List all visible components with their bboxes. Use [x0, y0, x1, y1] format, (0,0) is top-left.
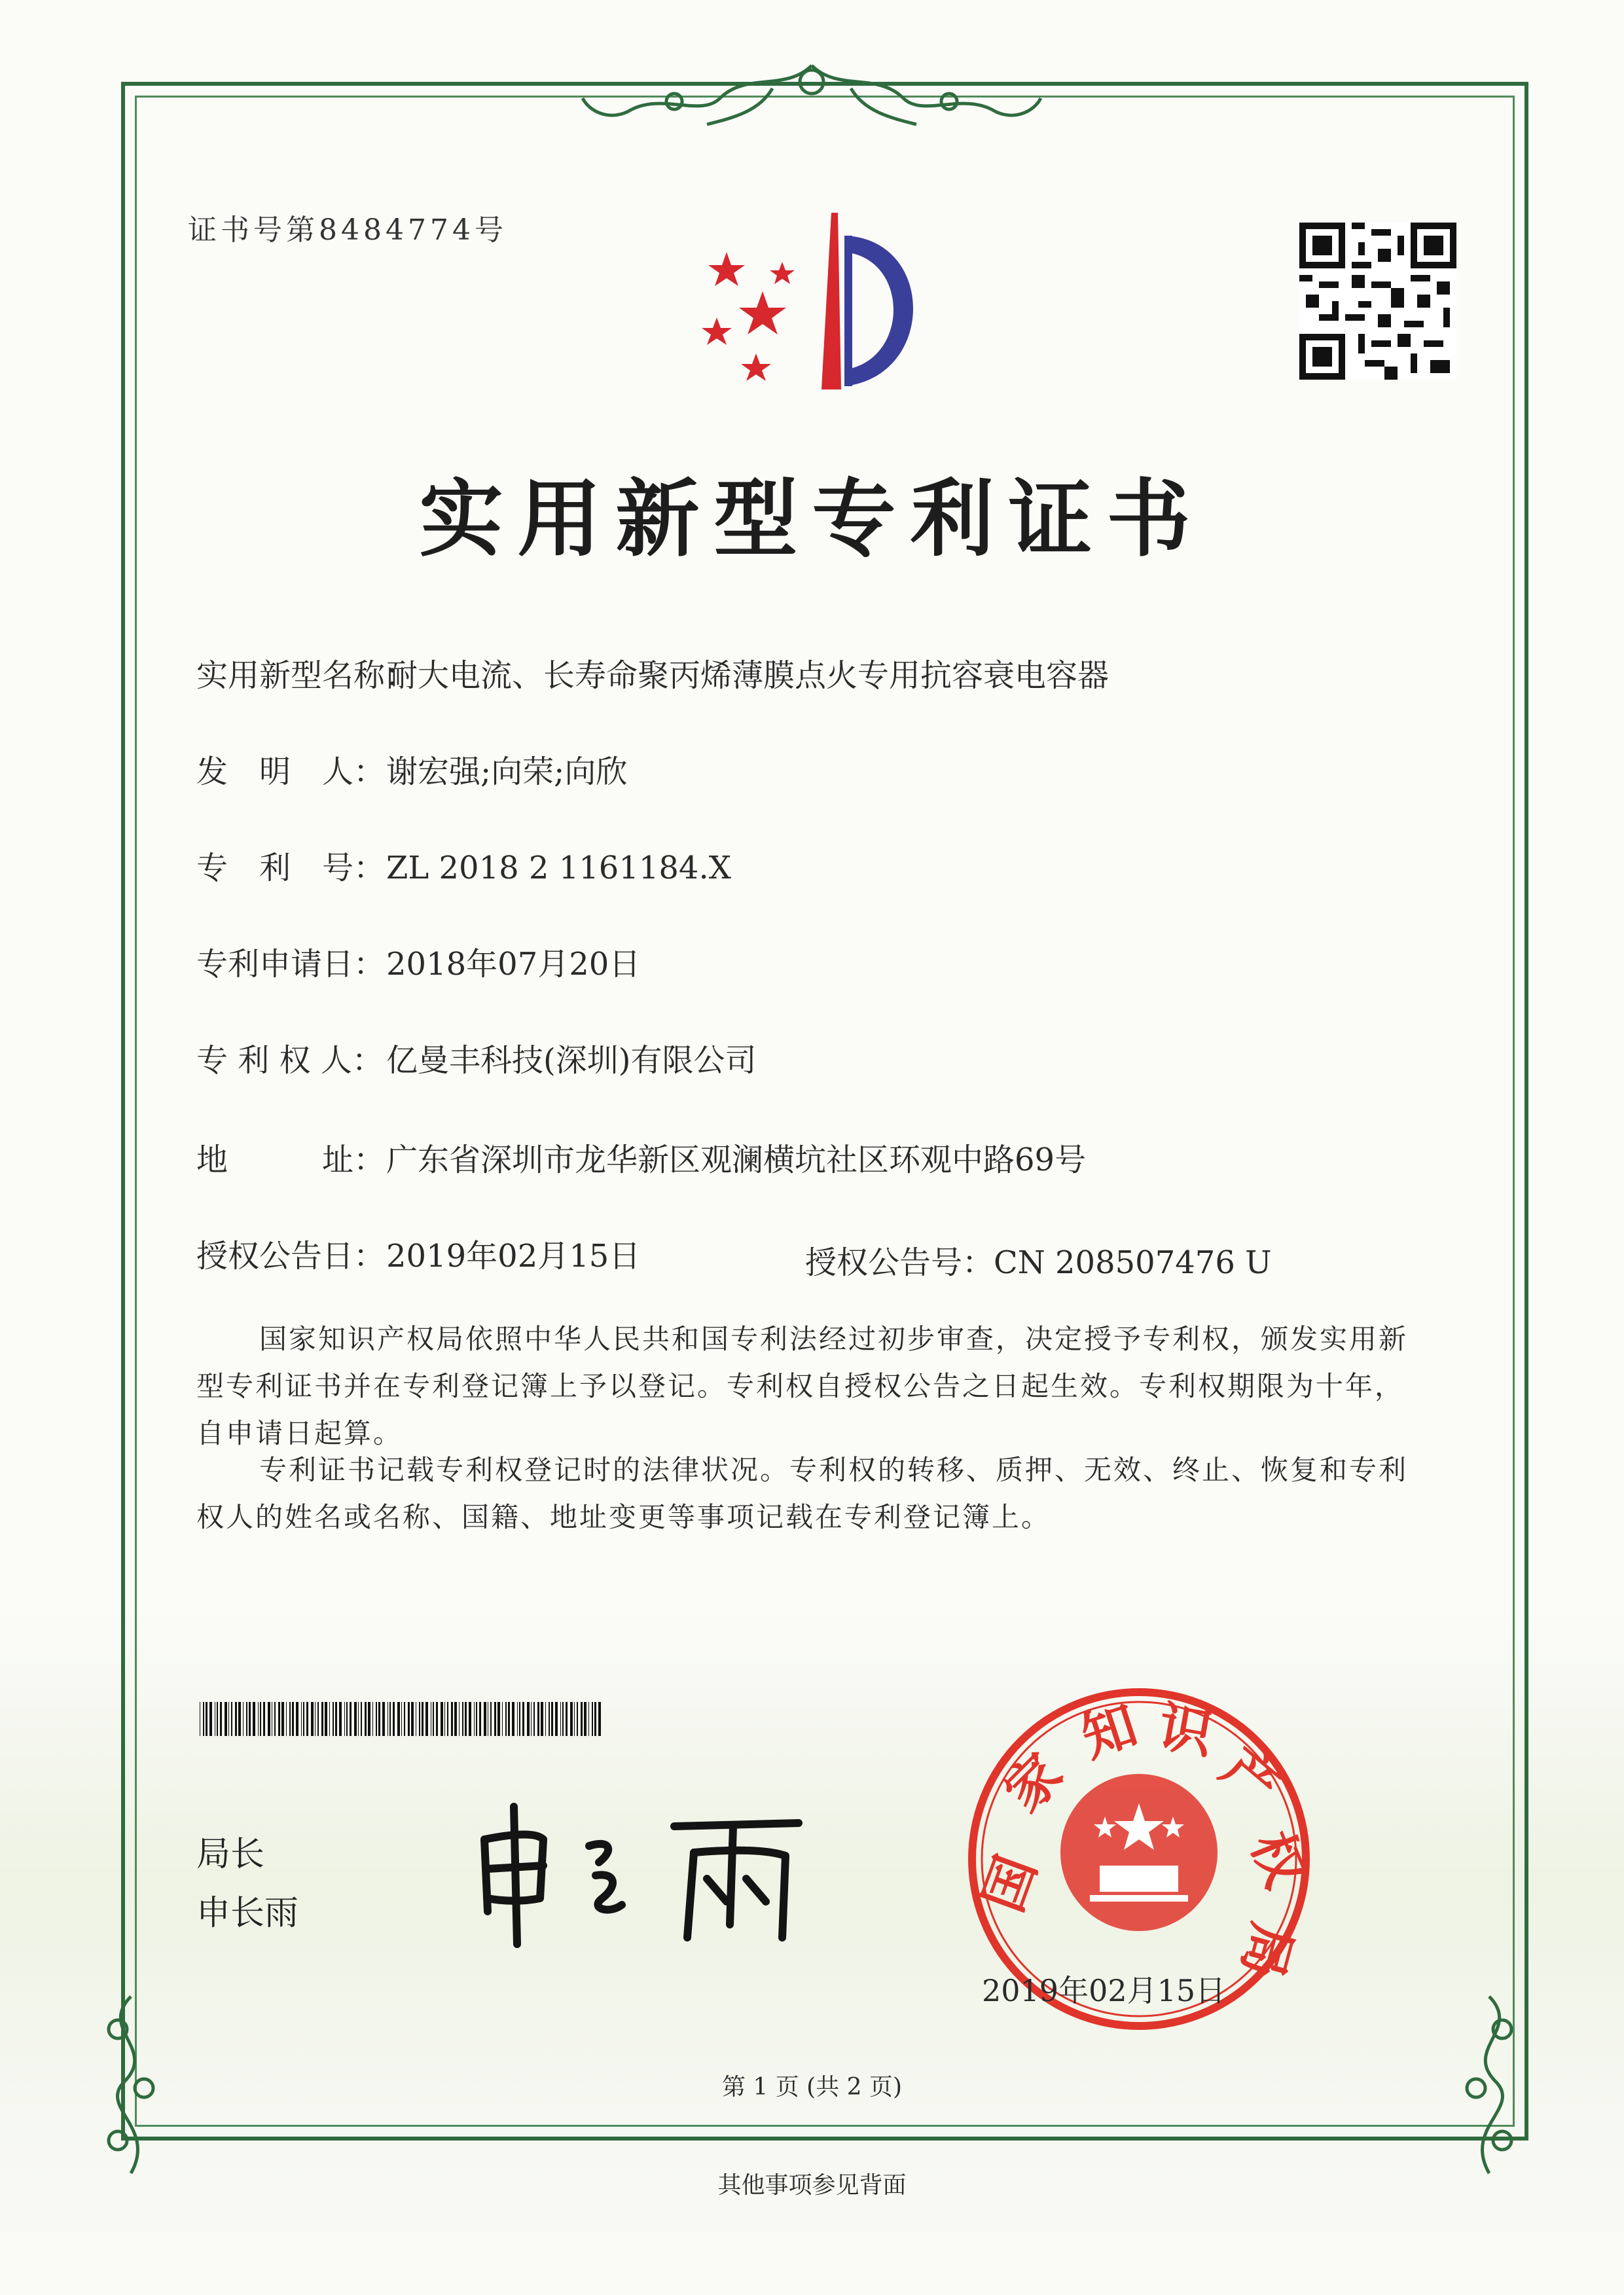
svg-text:家: 家	[992, 1742, 1075, 1824]
field-label: 授权公告号：	[805, 1244, 994, 1281]
field-announcement-number	[805, 1237, 1272, 1282]
svg-text:权: 权	[1238, 1823, 1317, 1896]
director-title: 局长	[196, 1835, 265, 1874]
field-patentee	[196, 1035, 756, 1080]
field-label: 实用新型名称：	[196, 657, 417, 694]
back-page-note: 其他事项参见背面	[717, 2172, 907, 2199]
svg-text:局: 局	[1229, 1917, 1304, 1985]
field-value: 谢宏强;向荣;向欣	[386, 753, 628, 790]
field-application-date	[196, 939, 640, 984]
svg-text:识: 识	[1153, 1695, 1218, 1767]
logo-blue-arc	[844, 236, 913, 386]
field-label: 专利申请日：	[196, 946, 386, 983]
field-value: ZL 2018 2 1161184.X	[386, 850, 731, 886]
director-name: 申长雨	[196, 1894, 299, 1933]
legal-paragraph-2: 专利证书记载专利权登记时的法律状况。专利权的转移、质押、无效、终止、恢复和专利权人的姓名或名称、国籍、地址变更等事项记载在专利登记簿上。	[196, 1454, 1409, 1533]
field-value: 广东省深圳市龙华新区观澜横坑社区环观中路69号	[386, 1142, 1087, 1178]
page-indicator: 第 1 页 (共 2 页)	[721, 2074, 903, 2101]
field-label: 发 明 人：	[196, 753, 386, 790]
certificate-number: 证书号第8484774号	[188, 213, 507, 247]
field-inventors	[196, 746, 627, 791]
svg-text:知: 知	[1074, 1693, 1145, 1770]
field-value: 亿曼丰科技(深圳)有限公司	[386, 1042, 757, 1079]
field-patent-number	[196, 842, 731, 888]
top-ornament	[576, 52, 1047, 137]
field-address	[196, 1134, 1086, 1180]
field-label: 授权公告日：	[196, 1238, 386, 1274]
field-grant-date	[196, 1231, 640, 1276]
barcode	[200, 1702, 602, 1736]
seal-date: 2019年02月15日	[982, 1973, 1226, 2008]
field-label: 专 利 号：	[196, 850, 386, 886]
field-value: 2019年02月15日	[386, 1238, 641, 1274]
logo-stars	[702, 252, 795, 381]
svg-text:产: 产	[1210, 1736, 1291, 1818]
field-label: 地 址：	[196, 1142, 386, 1178]
svg-text:国: 国	[971, 1848, 1049, 1920]
director-signature	[458, 1787, 812, 1951]
patent-office-logo	[700, 213, 943, 403]
qr-code	[1299, 223, 1456, 380]
certificate-title: 实用新型专利证书	[419, 471, 1205, 568]
national-emblem	[1060, 1774, 1218, 1931]
field-value: 耐大电流、长寿命聚丙烯薄膜点火专用抗容衰电容器	[386, 657, 1110, 694]
logo-red-stroke	[821, 213, 841, 389]
field-value: 2018年07月20日	[386, 946, 641, 983]
legal-paragraph-1: 国家知识产权局依照中华人民共和国专利法经过初步审查，决定授予专利权，颁发实用新型专利证书并在专利登记簿上予以登记。专利权自授权公告之日起生效。专利权期限为十年，自申请日起算。	[196, 1323, 1409, 1449]
field-utility-model-name	[196, 650, 1109, 695]
field-value: CN 208507476 U	[994, 1244, 1272, 1281]
field-label: 专 利 权 人：	[196, 1042, 384, 1079]
